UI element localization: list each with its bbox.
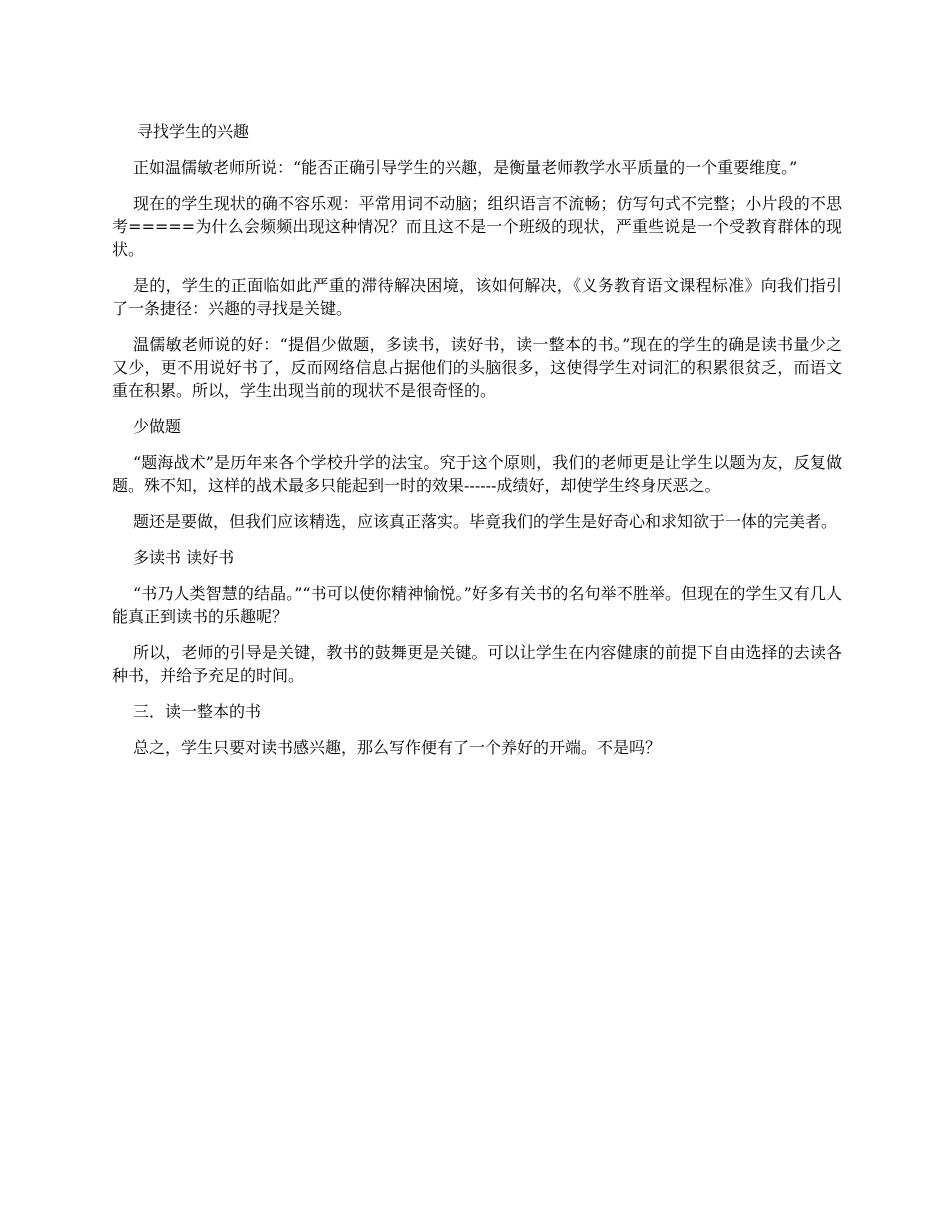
section-heading-whole-book: 三．读一整本的书 [133,702,262,721]
paragraph-conclusion: 总之，学生只要对读书感兴趣，那么写作便有了一个养好的开端。不是吗？ [133,738,662,757]
paragraph-teacher-guidance: 所以，老师的引导是关键，教书的鼓舞更是关键。可以让学生在内容健康的前提下自由选择的去读各种书，并给予充足的时间。 [112,643,842,685]
paragraph-student-status: 现在的学生现状的确不容乐观：平常用词不动脑；组织语言不流畅；仿写句式不完整；小片段的不思考=====为什么会频频出现这种情况？而且这不是一个班级的现状，严重些说是一个受教育群体的现状。 [112,194,842,259]
section-heading-find-interest: 寻找学生的兴趣 [137,122,250,141]
section-heading-read-good-books: 多读书 读好书 [133,548,235,567]
section-heading-fewer-exercises: 少做题 [133,417,182,436]
document-page [112,120,842,772]
paragraph-select-exercises: 题还是要做，但我们应该精选，应该真正落实。毕竟我们的学生是好奇心和求知欲于一体的完美者。 [133,512,838,531]
paragraph-exercise-tactics: “题海战术”是历年来各个学校升学的法宝。究于这个原则，我们的老师更是让学生以题为友，反复做题。殊不知，这样的战术最多只能起到一时的效果------成绩好，却使学生终身厌恶之。 [112,453,842,495]
paragraph-curriculum-standard: 是的，学生的正面临如此严重的滞待解决困境，该如何解决，《义务教育语文课程标准》向我们指引了一条捷径：兴趣的寻找是关键。 [112,276,842,318]
paragraph-wen-quote: 正如温儒敏老师所说：“能否正确引导学生的兴趣，是衡量老师教学水平质量的一个重要维度。” [133,158,798,177]
paragraph-book-quotes: “书乃人类智慧的结晶。”“书可以使你精神愉悦。”好多有关书的名句举不胜举。但现在的学生又有几人能真正到读书的乐趣呢？ [112,584,842,626]
paragraph-read-more: 温儒敏老师说的好：“提倡少做题，多读书，读好书，读一整本的书。”现在的学生的确是读书量少之又少，更不用说好书了，反而网络信息占据他们的头脑很多，这使得学生对词汇的积累很贫乏，而语文重在积累。所以，学生出现当前的现状不是很奇怪的。 [112,335,842,400]
